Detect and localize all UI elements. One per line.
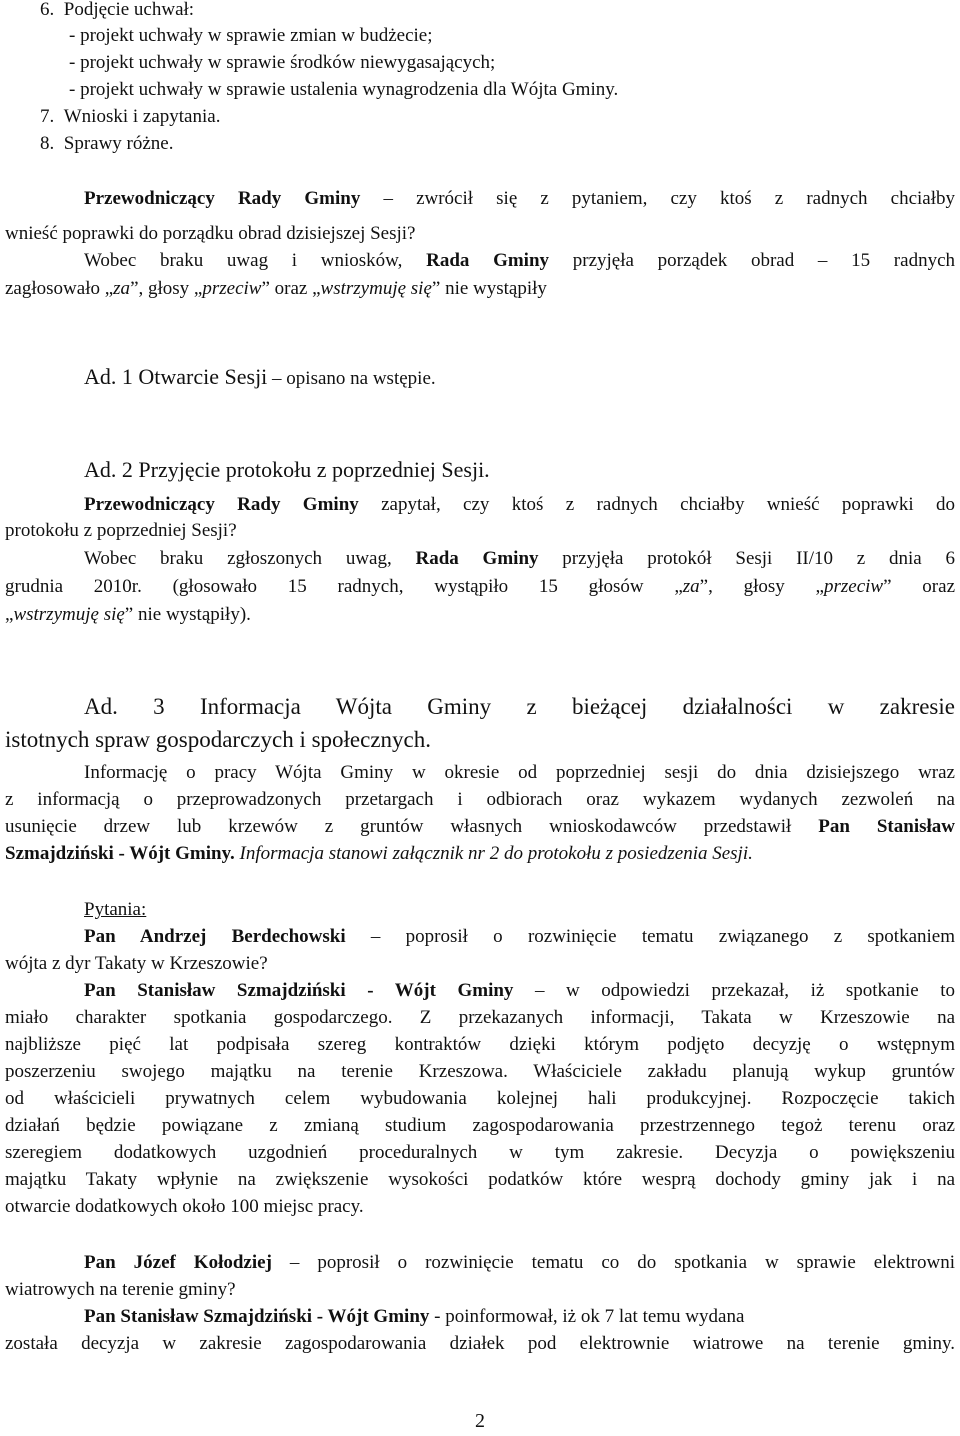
agenda-item-8-title: Sprawy różne.	[63, 133, 174, 154]
ad2-paragraph-2	[84, 546, 955, 572]
vote-za: za	[682, 576, 700, 597]
ad2-paragraph-1-cont: protokołu z poprzedniej Sesji?	[5, 520, 237, 541]
chairman-name: Przewodniczący Rady Gminy	[84, 494, 359, 515]
ad3-body-line: Informację o pracy Wójta Gminy w okresie od poprzedniej sesji do dnia dzisiejszego wraz	[84, 762, 955, 783]
vote-text: grudnia 2010r. (głosowało 15 radnych, wystąpiło 15 głosów „	[5, 576, 683, 597]
vote-wstrzymuje: wstrzymuję się	[320, 278, 432, 299]
answer-1-line: szeregiem dodatkowych uzgodnień proceduralnych w tym zakresie. Decyzja o powiększeniu	[5, 1142, 955, 1163]
speaker-name: Pan Stanisław Szmajdziński - Wójt Gminy	[84, 1306, 430, 1327]
agenda-item-7-title: Wnioski i zapytania.	[63, 106, 221, 127]
vote-przeciw: przeciw	[202, 278, 262, 299]
opening-paragraph-2	[84, 248, 955, 274]
ad3-heading-line-2: istotnych spraw gospodarczych i społecznych.	[5, 727, 432, 752]
question-1-cont: wójta z dyr Takaty w Krzeszowie?	[5, 953, 268, 974]
ad1-section	[84, 364, 955, 392]
vote-text: ” nie wystąpiły	[431, 278, 547, 299]
speaker-name: Pan Józef Kołodziej	[84, 1252, 272, 1273]
ad2-paragraph-1	[84, 492, 955, 518]
question-2-cont: wiatrowych na terenie gminy?	[5, 1279, 236, 1300]
opening-vote-result: przyjęła porządek obrad – 15 radnych	[549, 250, 955, 271]
vote-text: ” oraz	[883, 576, 955, 597]
ad2-vote-line	[5, 574, 955, 600]
vote-text: „	[5, 604, 14, 625]
speaker-name: Pan Stanisław Szmajdziński - Wójt Gminy	[84, 980, 514, 1001]
question-2	[84, 1250, 955, 1276]
answer-1-line: majątku Takaty wpłynie na zwiększenie wysokości podatków które wesprą dochody gminy jak i na	[5, 1169, 955, 1190]
ad3-body-line	[5, 814, 955, 840]
opening-paragraph-1-cont: wnieść poprawki do porządku obrad dzisiejszej Sesji?	[5, 223, 416, 244]
agenda-item-6-number: 6.	[40, 0, 55, 20]
opening-paragraph-1	[84, 186, 955, 212]
ad3-heading	[84, 694, 955, 720]
answer-1	[84, 978, 955, 1004]
agenda-item-6-title: Podjęcie uchwał:	[63, 0, 195, 20]
questions-label	[84, 897, 955, 923]
chairman-name: Przewodniczący Rady Gminy	[84, 188, 361, 209]
vote-text: ” nie wystąpiły).	[124, 604, 251, 625]
answer-1-line: poszerzeniu swojego majątku na terenie Krzeszowa. Właściciele zakładu planują wykup gruntów	[5, 1061, 955, 1082]
question-text: – poprosił o rozwinięcie tematu co do spotkania w sprawie elektrowni	[271, 1252, 955, 1273]
ad3-heading-line-1: Ad. 3 Informacja Wójta Gminy z bieżącej działalności w zakresie	[84, 694, 955, 719]
opening-vote-line	[5, 276, 955, 302]
agenda-item-7	[40, 104, 960, 130]
ad3-body-text: usunięcie drzew lub krzewów z gruntów własnych wnioskodawców przedstawił	[5, 816, 819, 837]
draft-resolution-budget: - projekt uchwały w sprawie zmian w budżecie;	[69, 25, 433, 46]
vote-text: zagłosowało „	[5, 278, 114, 299]
agenda-item-8-number: 8.	[40, 133, 55, 154]
chairman-question: zapytał, czy ktoś z radnych chciałby wnieść poprawki do	[358, 494, 955, 515]
draft-resolution-funds: - projekt uchwały w sprawie środków niewygasających;	[69, 52, 496, 73]
vote-text: ”, głosy „	[699, 576, 824, 597]
ad2-vote-result: przyjęła protokół Sesji II/10 z dnia 6	[538, 548, 955, 569]
council-name: Rada Gminy	[426, 250, 550, 271]
opening-vote-intro: Wobec braku uwag i wniosków,	[84, 250, 427, 271]
answer-2	[84, 1304, 955, 1330]
ad1-heading: Ad. 1 Otwarcie Sesji	[84, 364, 268, 389]
council-name: Rada Gminy	[415, 548, 539, 569]
question-text: – poprosił o rozwinięcie tematu związanego z spotkaniem	[345, 926, 955, 947]
ad3-body-line: z informacją o przeprowadzonych przetargach i odbiorach oraz wykazem wydanych zezwoleń na	[5, 789, 955, 810]
answer-2-cont: została decyzja w zakresie zagospodarowania działek pod elektrownie wiatrowe na terenie gminy.	[5, 1333, 955, 1354]
ad2-vote-intro: Wobec braku zgłoszonych uwag,	[84, 548, 416, 569]
answer-1-line: otwarcie dodatkowych około 100 miejsc pracy.	[5, 1196, 364, 1217]
speaker-name: Pan Andrzej Berdechowski	[84, 926, 346, 947]
vote-za: za	[113, 278, 131, 299]
agenda-item-7-number: 7.	[40, 106, 55, 127]
ad2-vote-line-2	[5, 602, 955, 628]
ad1-text: – opisano na wstępie.	[267, 368, 436, 389]
draft-resolution-salary: - projekt uchwały w sprawie ustalenia wynagrodzenia dla Wójta Gminy.	[69, 79, 619, 100]
vote-przeciw: przeciw	[824, 576, 884, 597]
question-1	[84, 924, 955, 950]
vote-text: ” oraz „	[261, 278, 321, 299]
answer-1-line: najbliższe pięć lat podpisała szereg kontraktów dzięki którym podjęto decyzję o wstępnym	[5, 1034, 955, 1055]
ad2-heading: Ad. 2 Przyjęcie protokołu z poprzedniej Sesji.	[84, 457, 490, 482]
questions-label-text: Pytania:	[84, 899, 147, 920]
mayor-title: Szmajdziński - Wójt Gminy.	[5, 843, 235, 864]
answer-1-line: od właścicieli prywatnych celem wybudowania kolejnej hali produkcyjnej. Rozpoczęcie takich	[5, 1088, 955, 1109]
ad3-body-line	[5, 841, 955, 867]
agenda-item-8	[40, 131, 960, 157]
chairman-question: – zwrócił się z pytaniem, czy ktoś z radnych chciałby	[360, 188, 955, 209]
answer-text: - poinformował, iż ok 7 lat temu wydana	[429, 1306, 745, 1327]
answer-1-line: działań będzie powiązane z zmianą studium zagospodarowania przestrzennego tegoż terenu oraz	[5, 1115, 955, 1136]
answer-text: – w odpowiedzi przekazał, iż spotkanie to	[513, 980, 956, 1001]
agenda-item-6	[40, 0, 960, 23]
page-number: 2	[475, 1410, 485, 1432]
vote-text: ”, głosy „	[130, 278, 203, 299]
answer-1-line: miało charakter spotkania gospodarczego. Z przekazanych informacji, Takata w Krzeszowie na	[5, 1007, 955, 1028]
mayor-name: Pan Stanisław	[818, 816, 955, 837]
vote-wstrzymuje: wstrzymuję się	[13, 604, 125, 625]
attachment-note: Informacja stanowi załącznik nr 2 do protokołu z posiedzenia Sesji.	[234, 843, 753, 864]
